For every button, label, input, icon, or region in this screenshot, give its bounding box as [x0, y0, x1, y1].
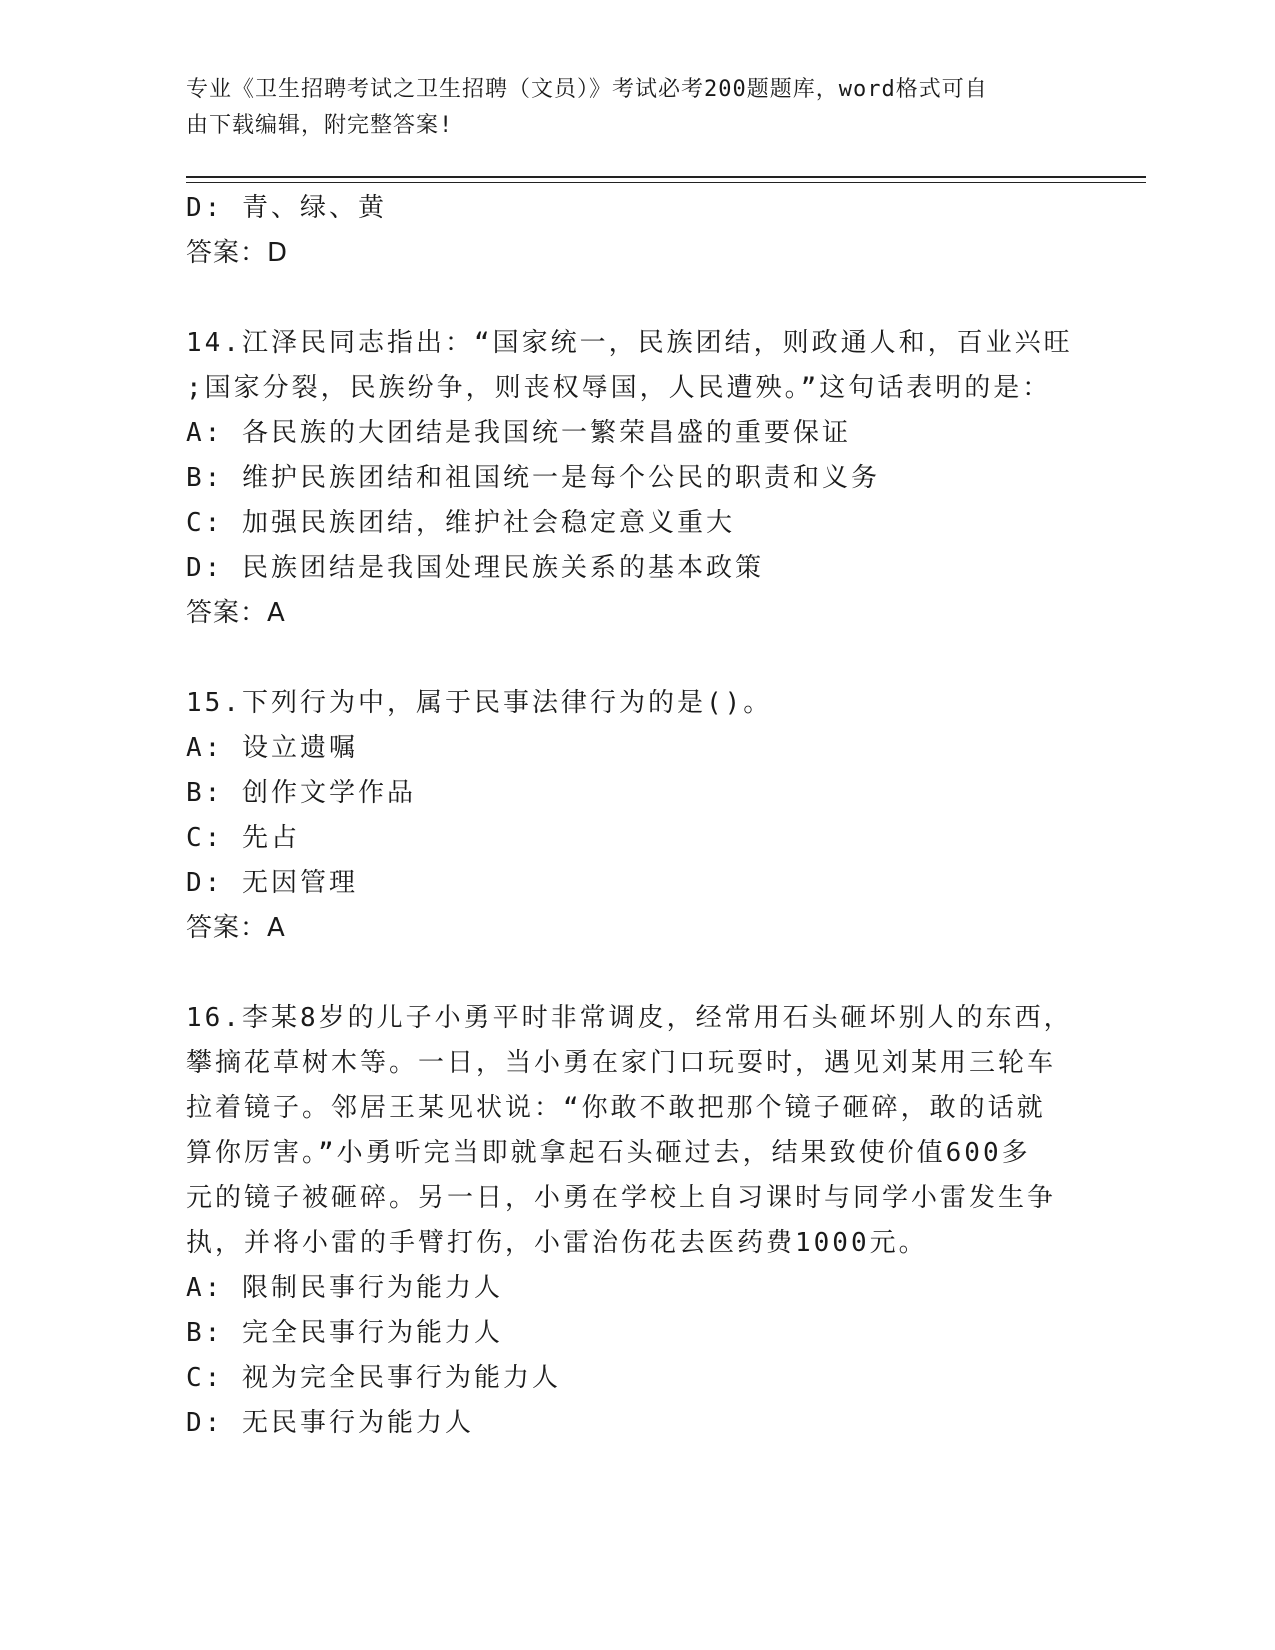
question-13	[186, 186, 1066, 276]
spacer	[186, 276, 1066, 321]
option-c: C: 视为完全民事行为能力人	[186, 1363, 561, 1393]
question-content	[186, 186, 1073, 1446]
header-line-1: 专业《卫生招聘考试之卫生招聘（文员）》考试必考200题题库，word格式可自	[186, 77, 988, 102]
question-16	[186, 996, 1073, 1446]
question-14	[186, 321, 1073, 636]
answer: 答案：D	[186, 238, 289, 268]
option-c: C: 先占	[186, 823, 300, 853]
question-15	[186, 681, 1066, 951]
option-a: A: 各民族的大团结是我国统一繁荣昌盛的重要保证	[186, 418, 851, 448]
question-text-line-2: 攀摘花草树木等。一日，当小勇在家门口玩耍时，遇见刘某用三轮车	[186, 1048, 1057, 1078]
question-text-line-5: 元的镜子被砸碎。另一日，小勇在学校上自习课时与同学小雷发生争	[186, 1183, 1057, 1213]
option-a: A: 设立遗嘱	[186, 733, 358, 763]
question-text-line-2: ;国家分裂，民族纷争，则丧权辱国，人民遭殃。”这句话表明的是：	[186, 373, 1052, 403]
option-b: B: 创作文学作品	[186, 778, 416, 808]
header-divider-thick	[186, 176, 1146, 178]
question-text-line-6: 执，并将小雷的手臂打伤，小雷治伤花去医药费1000元。	[186, 1228, 928, 1258]
question-text-line-1: 15.下列行为中，属于民事法律行为的是()。	[186, 688, 773, 718]
option-b: B: 维护民族团结和祖国统一是每个公民的职责和义务	[186, 463, 880, 493]
page-header	[186, 72, 1066, 144]
option-d: D: 民族团结是我国处理民族关系的基本政策	[186, 553, 764, 583]
option-c: C: 加强民族团结，维护社会稳定意义重大	[186, 508, 735, 538]
spacer	[186, 951, 1066, 996]
question-text-line-1: 16.李某8岁的儿子小勇平时非常调皮，经常用石头砸坏别人的东西，	[186, 1003, 1073, 1033]
question-text-line-1: 14.江泽民同志指出：“国家统一，民族团结，则政通人和，百业兴旺	[186, 328, 1073, 358]
question-text-line-3: 拉着镜子。邻居王某见状说：“你敢不敢把那个镜子砸碎，敢的话就	[186, 1093, 1046, 1123]
question-text-line-4: 算你厉害。”小勇听完当即就拿起石头砸过去，结果致使价值600多	[186, 1138, 1031, 1168]
header-divider-thin	[186, 182, 1146, 183]
header-line-2: 由下载编辑，附完整答案!	[186, 113, 454, 138]
option-b: B: 完全民事行为能力人	[186, 1318, 503, 1348]
option-d: D: 青、绿、黄	[186, 193, 387, 223]
answer: 答案：A	[186, 913, 286, 943]
option-a: A: 限制民事行为能力人	[186, 1273, 503, 1303]
answer: 答案：A	[186, 598, 286, 628]
spacer	[186, 636, 1066, 681]
option-d: D: 无因管理	[186, 868, 358, 898]
option-d: D: 无民事行为能力人	[186, 1408, 474, 1438]
